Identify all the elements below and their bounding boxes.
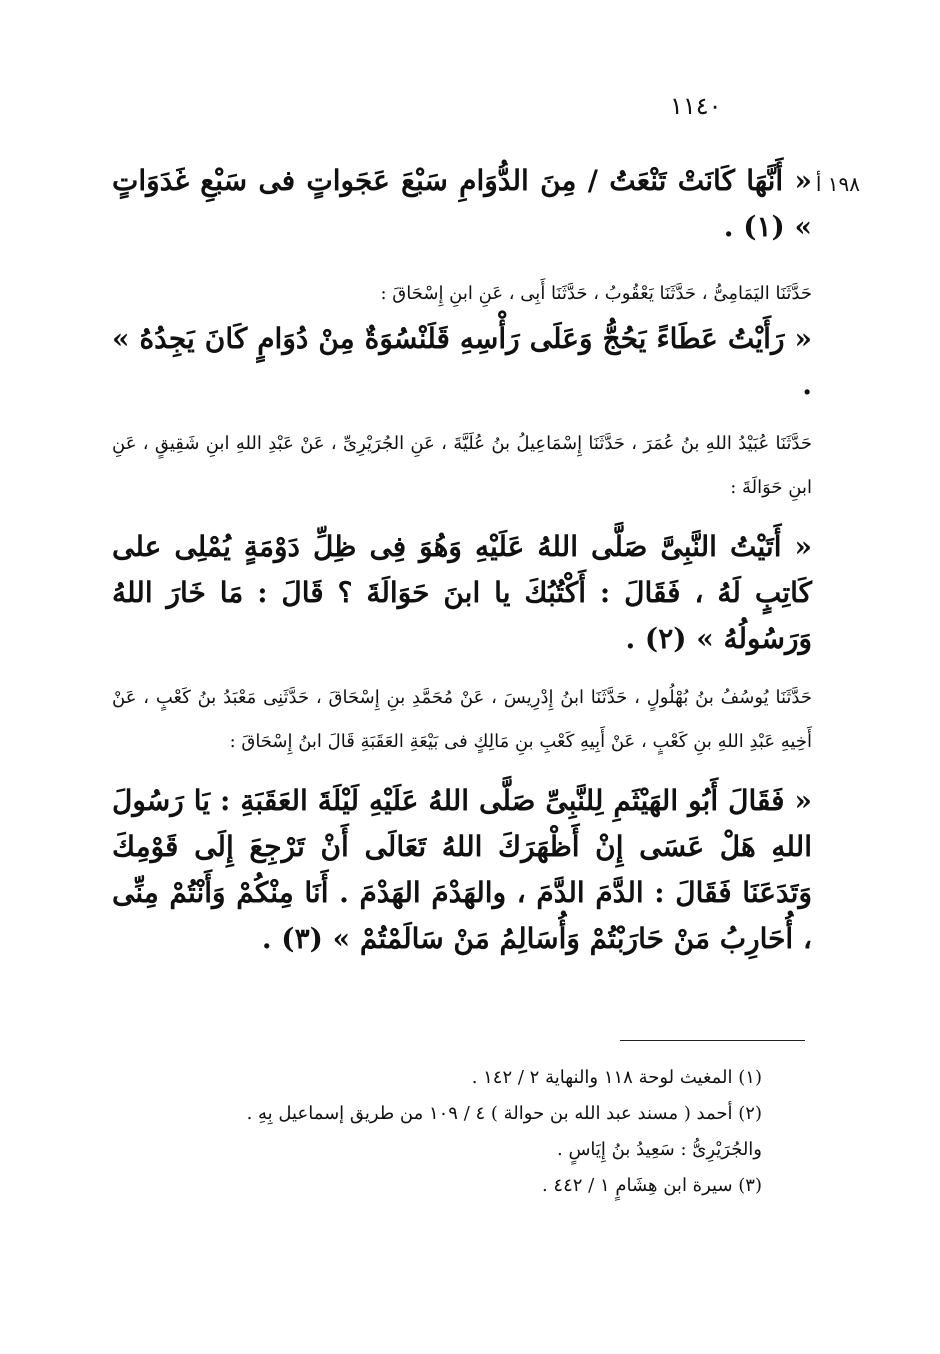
main-text (112, 158, 812, 962)
manuscript-folio-reference: ١٩٨ أ (815, 172, 860, 196)
footnotes (112, 1060, 762, 1204)
quote-paragraph-1: « أَنَّهَا كَانَتْ تَنْعَتُ / مِنَ الدُّوَامِ سَبْعَ عَجَواتٍ فى سَبْعِ غَدَوَاتٍ » (١) . (112, 164, 812, 243)
footnote-2-continuation: والجُرَيْرِىُّ : سَعِيدُ بنُ إِيَاسٍ . (557, 1139, 762, 1160)
page-number: ١١٤٠ (670, 92, 722, 120)
footnote-2: (٢) أحمد ( مسند عبد الله بن حوالة ) ٤ / ١٠٩ من طريق إسماعيل بِهِ . (246, 1103, 762, 1124)
quote-paragraph-4: « فَقَالَ أَبُو الهَيْثَمِ لِلنَّبِىِّ صَلَّى اللهُ عَلَيْهِ لَيْلَةَ العَقَبَةِ : يَا رَسُولَ اللهِ هَلْ عَسَى إِنْ أَظْهَرَكَ اللهُ تَعَالَى أَنْ تَرْجِعَ إِلَى قَوْمِكَ وَتَدَعَنَا فَقَالَ : الدَّمَ الدَّمَ ، والهَدْمَ الهَدْمَ . أَنَا مِنْكُمْ وَأَنْتُمْ مِنِّى ، أُحَارِبُ مَنْ حَارَبْتُمْ وَأُسَالِمُ مَنْ سَالَمْتُمْ » (٣) . (112, 784, 812, 955)
footnote-separator (620, 1040, 805, 1041)
isnad-paragraph-2: حَدَّثَنَا عُبَيْدُ اللهِ بنُ عُمَرَ ، حَدَّثَنَا إِسْمَاعِيلُ بنُ عُلَيَّةَ ، عَنِ الجُرَيْرِىِّ ، عَنْ عَبْدِ اللهِ ابنِ شَقِيقٍ ، عَنِ ابنِ حَوَالَةَ : (112, 433, 812, 498)
footnote-3: (٣) سيرة ابن هِشَامٍ ١ / ٤٤٢ . (541, 1175, 762, 1196)
isnad-paragraph-1: حَدَّثَنَا اليَمَامِىُّ ، حَدَّثَنَا يَعْقُوبُ ، حَدَّثَنَا أَبِى ، عَنِ ابنِ إِسْحَاقَ : (380, 283, 812, 304)
footnote-1: (١) المغيث لوحة ١١٨ والنهاية ٢ / ١٤٢ . (471, 1067, 762, 1088)
quote-paragraph-3: « أَتَيْتُ النَّبِىَّ صَلَّى اللهُ عَلَيْهِ وَهُوَ فِى ظِلِّ دَوْمَةٍ يُمْلِى على كَاتِبٍ لَهُ ، فَقَالَ : أَكْتُبُكَ يا ابنَ حَوَالَةَ ؟ قَالَ : مَا خَارَ اللهُ وَرَسُولُهُ » (٢) . (112, 530, 812, 655)
isnad-paragraph-3: حَدَّثَنَا يُوسُفُ بنُ بُهْلُولٍ ، حَدَّثَنَا ابنُ إِدْرِيسَ ، عَنْ مُحَمَّدِ بنِ إِسْحَاقَ ، حَدَّثَنِى مَعْبَدُ بنُ كَعْبٍ ، عَنْ أَخِيهِ عَبْدِ اللهِ بنِ كَعْبٍ ، عَنْ أَبِيهِ كَعْبِ بنِ مَالِكٍ فى بَيْعَةِ العَقَبَةِ قَالَ ابنُ إِسْحَاقَ : (112, 687, 812, 752)
quote-paragraph-2: « رَأَيْتُ عَطَاءً يَحُجُّ وَعَلَى رَأْسِهِ قَلَنْسُوَةٌ مِنْ دُوَامٍ كَانَ يَجِدُهُ » . (112, 322, 812, 401)
